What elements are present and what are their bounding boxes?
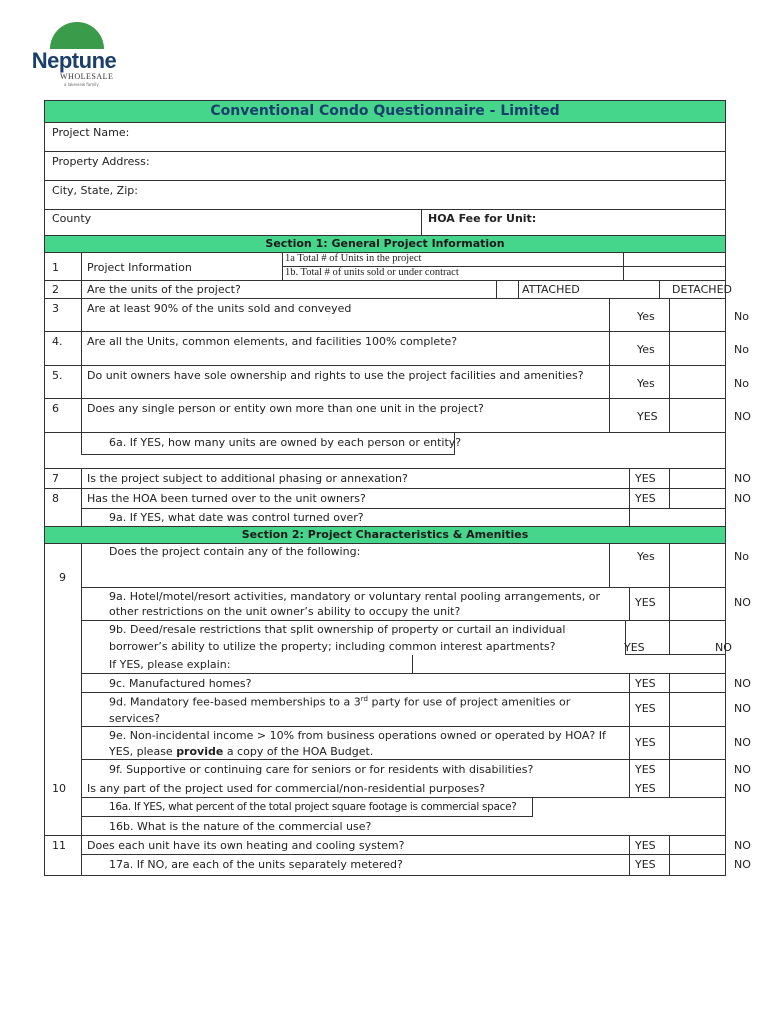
q10a-input[interactable] <box>533 798 725 817</box>
property-address-field[interactable] <box>45 152 725 181</box>
q1b-label: 1b. Total # of units sold or under contract <box>285 267 459 278</box>
attached-label: ATTACHED <box>522 283 580 296</box>
q11-row <box>45 836 751 875</box>
attached-checkbox[interactable] <box>496 281 518 298</box>
q6a-row <box>45 433 725 469</box>
detached-label: DETACHED <box>672 283 732 296</box>
section-1-header: Section 1: General Project Information <box>45 236 725 253</box>
q7-no-label: NO <box>734 472 751 485</box>
q5-yes-label: Yes <box>637 377 655 390</box>
q5-no-label: No <box>734 377 749 390</box>
q3-no-option[interactable] <box>669 299 749 331</box>
attached-option[interactable] <box>518 281 659 298</box>
q9-yes-option[interactable] <box>609 544 669 587</box>
q10b-text: 16b. What is the nature of the commercial use? <box>109 820 372 833</box>
q8a-input[interactable] <box>629 509 725 526</box>
q6a-text: 6a. If YES, how many units are owned by each person or entity? <box>109 436 462 449</box>
q11-yes-option[interactable] <box>629 836 669 854</box>
q9a-no-label: NO <box>734 596 751 609</box>
q4-row <box>45 332 749 366</box>
q4-no-label: No <box>734 343 749 356</box>
q1b-input[interactable] <box>623 267 725 281</box>
q8-row <box>45 489 751 527</box>
q9a-yes-option[interactable] <box>629 588 669 620</box>
q9b-explain-input[interactable] <box>412 655 725 673</box>
q8a-text: 9a. If YES, what date was control turned over? <box>109 511 364 524</box>
q9c-no-label: NO <box>734 677 751 690</box>
q1a-input[interactable] <box>623 253 725 266</box>
q8-yes-option[interactable] <box>629 489 669 508</box>
q11-number: 11 <box>52 839 66 852</box>
q11-yes-label: YES <box>635 839 656 852</box>
q9f-no-label: NO <box>734 763 751 776</box>
q9a-yes-label: YES <box>635 596 656 609</box>
q9-row <box>45 544 751 793</box>
q1-row <box>45 253 725 281</box>
q10-no-label: NO <box>734 782 751 795</box>
q5-no-option[interactable] <box>669 366 749 398</box>
q6-no-label: NO <box>734 410 751 423</box>
q6-number: 6 <box>52 402 59 415</box>
q9f-yes-label: YES <box>635 763 656 776</box>
q9-number: 9 <box>59 571 66 584</box>
q6-yes-option[interactable] <box>609 399 669 432</box>
q10-number: 10 <box>52 782 66 795</box>
project-name-label: Project Name: <box>52 126 130 139</box>
q7-text: Is the project subject to additional phasing or annexation? <box>87 472 408 485</box>
q9d-yes-label: YES <box>635 702 656 715</box>
q9b-line1: 9b. Deed/resale restrictions that split ownership of property or curtail an individual <box>109 623 566 636</box>
q6-text: Does any single person or entity own more than one unit in the project? <box>87 402 484 415</box>
q9c-yes-option[interactable] <box>629 674 669 692</box>
q10a-text: 16a. If YES, what percent of the total project square footage is commercial space? <box>109 801 517 813</box>
q1a-label: 1a Total # of Units in the project <box>285 253 422 264</box>
q9e-line1: 9e. Non-incidental income > 10% from business operations owned or operated by HOA? If <box>109 729 606 742</box>
county-label: County <box>52 212 92 225</box>
q10-yes-option[interactable] <box>629 779 669 797</box>
q7-row <box>45 469 751 489</box>
q9d-yes-option[interactable] <box>629 693 669 726</box>
q5-row <box>45 366 749 399</box>
q9e-line2: YES, please provide a copy of the HOA Budget. <box>109 745 374 758</box>
q9b-yes-option[interactable] <box>625 621 669 655</box>
q9f-text: 9f. Supportive or continuing care for seniors or for residents with disabilities? <box>109 763 534 776</box>
q3-yes-label: Yes <box>637 310 655 323</box>
q11a-no-label: NO <box>734 858 751 871</box>
q9-no-label: No <box>734 550 749 563</box>
q9d-line2: services? <box>109 712 160 725</box>
q11a-yes-label: YES <box>635 858 656 871</box>
q9d-no-option[interactable] <box>669 693 751 726</box>
q4-text: Are all the Units, common elements, and facilities 100% complete? <box>87 335 458 348</box>
questionnaire-form <box>44 100 751 876</box>
q10-row <box>45 779 751 836</box>
q10-text: Is any part of the project used for commercial/non-residential purposes? <box>87 782 486 795</box>
q9c-yes-label: YES <box>635 677 656 690</box>
q2-row <box>45 281 732 299</box>
q10-no-option[interactable] <box>669 779 751 797</box>
q11a-yes-option[interactable] <box>629 855 669 875</box>
section-2-header: Section 2: Project Characteristics & Amenities <box>45 527 725 544</box>
logo-sub: WHOLESALE <box>60 72 114 81</box>
q9-yes-label: Yes <box>637 550 655 563</box>
q4-yes-option[interactable] <box>609 332 669 365</box>
city-state-zip-label: City, State, Zip: <box>52 184 138 197</box>
q6-row <box>45 399 751 433</box>
q9e-no-option[interactable] <box>669 727 751 759</box>
q2-number: 2 <box>52 283 59 296</box>
county-hoa-row <box>45 210 725 236</box>
q9b-no-label: NO <box>715 641 732 654</box>
q8-number: 8 <box>52 492 59 505</box>
q9a-line2: other restrictions on the unit owner’s ability to occupy the unit? <box>109 605 461 618</box>
q8-text: Has the HOA been turned over to the unit owners? <box>87 492 366 505</box>
q7-no-option[interactable] <box>669 469 751 488</box>
hoa-fee-label: HOA Fee for Unit: <box>428 212 537 225</box>
q1-number: 1 <box>52 261 59 274</box>
q9e-yes-label: YES <box>635 736 656 749</box>
q6-yes-label: YES <box>637 410 658 423</box>
q5-yes-option[interactable] <box>609 366 669 398</box>
q9e-no-label: NO <box>734 736 751 749</box>
q9c-text: 9c. Manufactured homes? <box>109 677 252 690</box>
q1-text: Project Information <box>87 261 192 274</box>
neptune-logo <box>24 14 124 90</box>
q8-yes-label: YES <box>635 492 656 505</box>
detached-option[interactable] <box>659 281 732 298</box>
q11a-no-option[interactable] <box>669 855 751 875</box>
q9a-no-option[interactable] <box>669 588 751 620</box>
q4-yes-label: Yes <box>637 343 655 356</box>
hoa-fee-field[interactable] <box>421 210 725 235</box>
form-title: Conventional Condo Questionnaire - Limited <box>45 101 725 123</box>
q10-yes-label: YES <box>635 782 656 795</box>
q11-no-label: NO <box>734 839 751 852</box>
q5-number: 5. <box>52 369 63 382</box>
q9b-line2: borrower’s ability to utilize the property; including common interest apartments? <box>109 640 556 653</box>
q9b-yes-label: YES <box>624 641 645 654</box>
logo-brand: Neptune <box>31 48 117 73</box>
project-name-field[interactable] <box>45 123 725 152</box>
q9d-no-label: NO <box>734 702 751 715</box>
q9e-yes-option[interactable] <box>629 727 669 759</box>
q11-text: Does each unit have its own heating and cooling system? <box>87 839 405 852</box>
q3-text: Are at least 90% of the units sold and conveyed <box>87 302 352 315</box>
q7-yes-label: YES <box>635 472 656 485</box>
q5-text: Do unit owners have sole ownership and rights to use the project facilities and amenities? <box>87 369 584 382</box>
q3-row <box>45 299 749 332</box>
q9b-line3: If YES, please explain: <box>109 658 231 671</box>
q9c-no-option[interactable] <box>669 674 751 692</box>
q7-number: 7 <box>52 472 59 485</box>
property-address-label: Property Address: <box>52 155 150 168</box>
q6a-input[interactable] <box>455 433 725 455</box>
q3-yes-option[interactable] <box>609 299 669 331</box>
q8-no-label: NO <box>734 492 751 505</box>
q9a-line1: 9a. Hotel/motel/resort activities, mandatory or voluntary rental pooling arrangements, or <box>109 590 601 603</box>
q8-no-option[interactable] <box>669 489 751 508</box>
q9-text: Does the project contain any of the following: <box>109 545 361 558</box>
q9-no-option[interactable] <box>669 544 749 587</box>
city-state-zip-field[interactable] <box>45 181 725 210</box>
q9b-no-option[interactable] <box>669 621 732 655</box>
q3-no-label: No <box>734 310 749 323</box>
q3-number: 3 <box>52 302 59 315</box>
q11a-text: 17a. If NO, are each of the units separately metered? <box>109 858 403 871</box>
q6-no-option[interactable] <box>669 399 751 432</box>
q11-no-option[interactable] <box>669 836 751 854</box>
q2-text: Are the units of the project? <box>87 283 241 296</box>
q7-yes-option[interactable] <box>629 469 669 488</box>
q9d-line1: 9d. Mandatory fee-based memberships to a 3rd party for use of project amenities or <box>109 695 571 709</box>
q4-no-option[interactable] <box>669 332 749 365</box>
q4-number: 4. <box>52 335 63 348</box>
logo-tagline: a lakeview family <box>64 82 99 87</box>
